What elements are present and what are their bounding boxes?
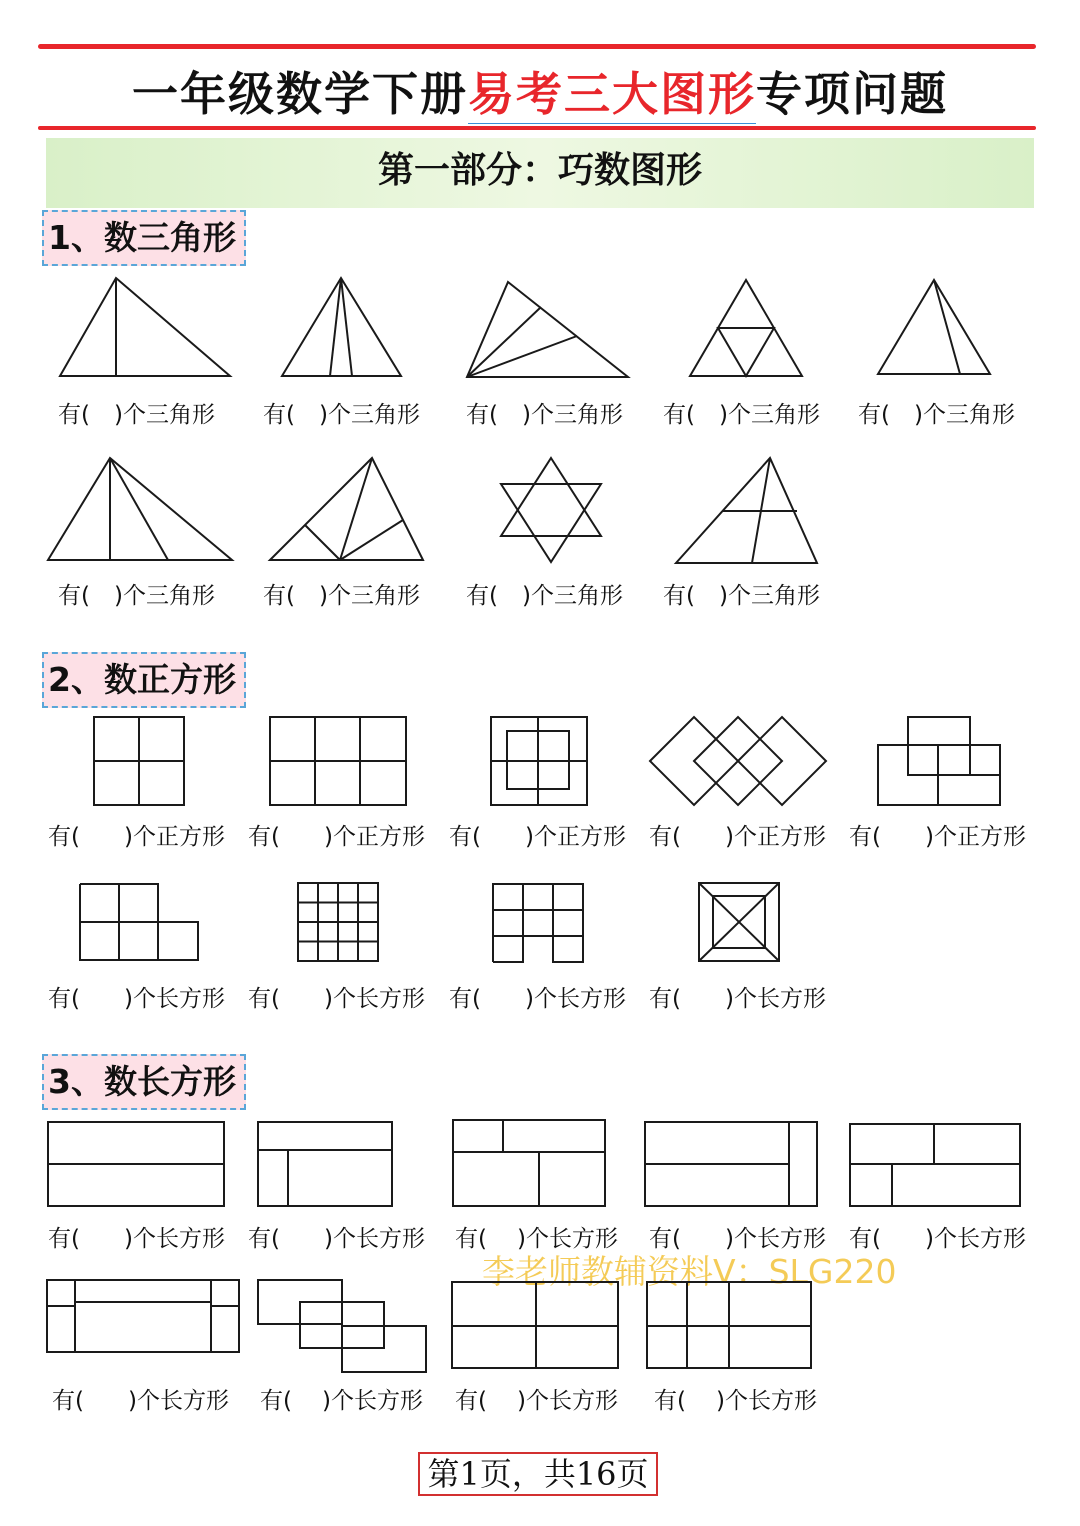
square-figure-9	[697, 881, 781, 963]
square-figure-7	[296, 881, 380, 963]
rect-answer-7[interactable]: 有( )个长方形	[260, 1388, 423, 1414]
rect-figure-4	[643, 1120, 819, 1208]
square-figure-1	[92, 715, 186, 807]
triangle-answer-3[interactable]: 有( )个三角形	[466, 402, 623, 428]
part-banner-text: 第一部分：巧数图形	[377, 150, 702, 191]
rect-figure-7	[256, 1278, 428, 1374]
square-answer-4[interactable]: 有( )个正方形	[649, 824, 826, 850]
rect-answer-4[interactable]: 有( )个长方形	[649, 1226, 826, 1252]
triangle-answer-7[interactable]: 有( )个三角形	[263, 583, 420, 609]
title-highlight: 易考三大图形	[468, 67, 756, 127]
triangle-answer-8[interactable]: 有( )个三角形	[466, 583, 623, 609]
rect-answer-9[interactable]: 有( )个长方形	[654, 1388, 817, 1414]
triangle-figure-2	[280, 276, 404, 378]
triangle-answer-6[interactable]: 有( )个三角形	[58, 583, 215, 609]
square-figure-4	[648, 714, 830, 808]
triangle-figure-5	[876, 278, 992, 378]
triangle-answer-9[interactable]: 有( )个三角形	[663, 583, 820, 609]
rect-figure-2	[256, 1120, 394, 1208]
triangle-figure-6	[46, 456, 234, 562]
rect-figure-1	[46, 1120, 226, 1208]
triangle-figure-7	[268, 456, 426, 562]
triangle-figure-3	[465, 280, 631, 380]
triangle-answer-5[interactable]: 有( )个三角形	[858, 402, 1015, 428]
title-underline-rule	[38, 126, 1036, 130]
square-figure-8	[491, 882, 585, 964]
rect-figure-9	[645, 1280, 813, 1370]
triangle-answer-4[interactable]: 有( )个三角形	[663, 402, 820, 428]
rect-answer-6[interactable]: 有( )个长方形	[52, 1388, 229, 1414]
triangle-answer-1[interactable]: 有( )个三角形	[58, 402, 215, 428]
title-part3: 专项问题	[756, 67, 948, 121]
title-part1: 一年级数学下册	[132, 67, 468, 121]
section-2-heading: 2、数正方形	[42, 652, 246, 708]
triangle-figure-1	[58, 276, 233, 378]
rect-answer-r2-2[interactable]: 有( )个长方形	[248, 986, 425, 1012]
rect-answer-r2-1[interactable]: 有( )个长方形	[48, 986, 225, 1012]
triangle-answer-2[interactable]: 有( )个三角形	[263, 402, 420, 428]
square-answer-2[interactable]: 有( )个正方形	[248, 824, 425, 850]
page-title	[0, 58, 1080, 124]
watermark: 李老师教辅资料V：SLG220	[482, 1252, 897, 1291]
section-1-heading: 1、数三角形	[42, 210, 246, 266]
rect-answer-2[interactable]: 有( )个长方形	[248, 1226, 425, 1252]
part-banner	[46, 138, 1034, 208]
square-answer-5[interactable]: 有( )个正方形	[849, 824, 1026, 850]
rect-figure-5	[848, 1122, 1022, 1208]
star-of-david-figure	[497, 456, 605, 564]
square-answer-1[interactable]: 有( )个正方形	[48, 824, 225, 850]
rect-answer-r2-3[interactable]: 有( )个长方形	[449, 986, 626, 1012]
rect-answer-r2-4[interactable]: 有( )个长方形	[649, 986, 826, 1012]
rect-answer-1[interactable]: 有( )个长方形	[48, 1226, 225, 1252]
triangle-figure-4	[688, 278, 806, 378]
section-3-heading: 3、数长方形	[42, 1054, 246, 1110]
square-figure-6	[78, 882, 200, 962]
square-figure-3	[489, 715, 589, 807]
rect-figure-8	[450, 1280, 620, 1370]
square-answer-3[interactable]: 有( )个正方形	[449, 824, 626, 850]
square-figure-2	[268, 715, 408, 807]
square-figure-5	[876, 715, 1002, 807]
rect-figure-3	[451, 1118, 607, 1208]
page-number: 第1页，共16页	[418, 1452, 658, 1496]
top-rule	[38, 44, 1036, 49]
rect-answer-5[interactable]: 有( )个长方形	[849, 1226, 1026, 1252]
rect-answer-3[interactable]: 有( )个长方形	[455, 1226, 618, 1252]
rect-figure-6	[45, 1278, 241, 1354]
triangle-figure-9	[674, 456, 820, 566]
rect-answer-8[interactable]: 有( )个长方形	[455, 1388, 618, 1414]
